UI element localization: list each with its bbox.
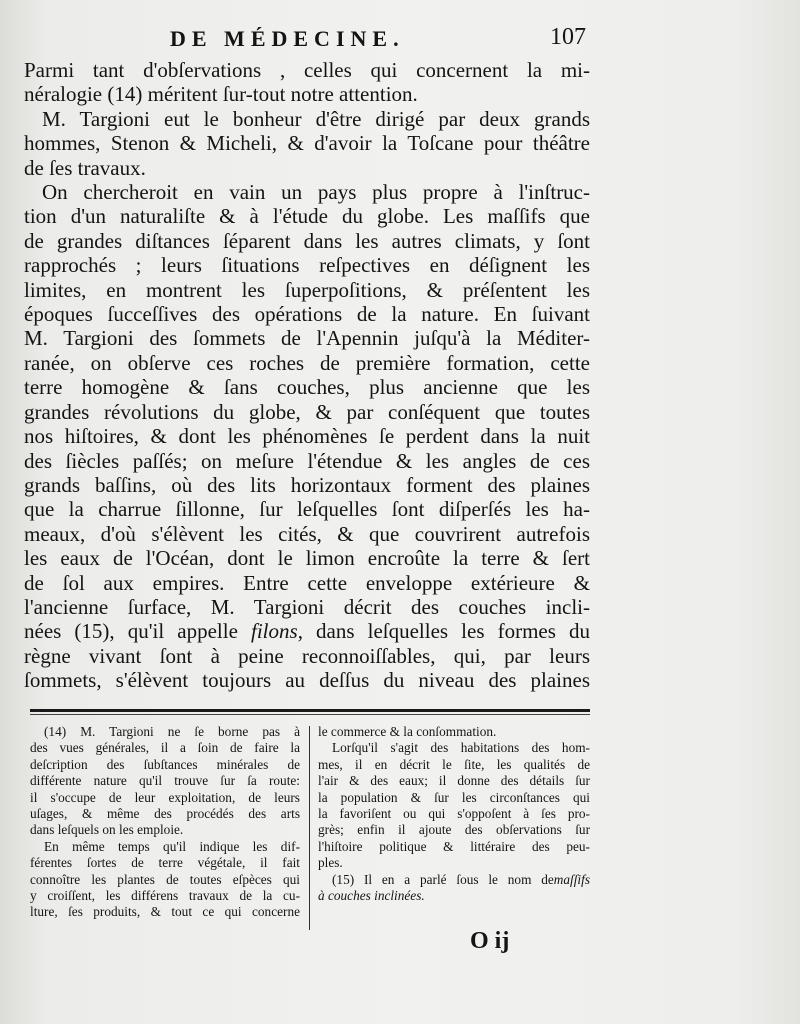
text-line: des ſiècles paſſés; on meſure l'étendue & les angles de ces: [24, 448, 590, 473]
footnote-line: deſcription des ſubſtances minérales de: [30, 756, 300, 772]
footnote-line: uſages, & même des procédés des arts: [30, 806, 300, 822]
footnote-line: la favoriſent ou qui s'oppoſent à ſes pro-: [318, 806, 590, 822]
text-line: terre homogène & ſans couches, plus ancienne que les: [24, 375, 590, 400]
footnote-line: l'hiſtoire politique & littéraire des peu-: [318, 838, 590, 854]
footnote-line: connoître les plantes de toutes eſpèces qui: [30, 871, 300, 887]
footnotes-right-column: [318, 724, 590, 904]
footnote-line: il s'occupe de leur exploitation, de leurs: [30, 789, 300, 805]
text-line: hommes, Stenon & Micheli, & d'avoir la Toſcane pour théâtre: [24, 131, 590, 156]
text-line: limites, en montrent les ſuperpoſitions, & préſentent les: [24, 277, 590, 302]
text-line: Parmi tant d'obſervations , celles qui concernent la mi-: [24, 58, 590, 82]
text-segment: nées (15), qu'il appelle: [24, 619, 238, 644]
text-line: de ſes travaux.: [24, 155, 146, 180]
text-line: On chercheroit en vain un pays plus propre à l'inſtruc-: [42, 180, 590, 205]
text-line: grands baſſins, où des lits horizontaux forment des plaines: [24, 472, 590, 497]
footnote-line: l'air & des eaux; il donne des détails ſur: [318, 773, 590, 789]
footnote-15-line: [318, 872, 590, 888]
footnotes-left-column: [30, 724, 300, 921]
text-line: de ſol aux empires. Entre cette enveloppe extérieure &: [24, 570, 590, 595]
page-number: 107: [550, 24, 586, 50]
footnote-line: y croiſſent, les différens travaux de la cu-: [30, 888, 300, 904]
text-line-with-italic: [24, 619, 590, 643]
footnote-line: grès; enfin il ajoute des obſervations ſur: [318, 822, 590, 838]
text-line: M. Targioni des ſommets de l'Apennin juſqu'à la Méditer-: [24, 326, 590, 351]
running-title: DE MÉDECINE.: [170, 26, 405, 51]
signature-mark: O ij: [470, 928, 510, 954]
text-line: règne vivant ſont à peine reconnoiſſables, qui, par leurs: [24, 643, 590, 668]
text-line: grandes révolutions du globe, & par conſéquent que toutes: [24, 399, 590, 424]
main-text: [24, 58, 590, 693]
footnote-rule: [30, 709, 590, 712]
footnote-line: différente nature qu'il trouve ſur ſa route:: [30, 773, 300, 789]
text-line: époques ſucceſſives des opérations de la nature. En ſuivant: [24, 302, 590, 327]
footnote-column-divider: [309, 726, 310, 930]
footnote-rule-thin: [30, 714, 590, 715]
text-line: tion d'un naturaliſte & à l'étude du globe. Les maſſifs que: [24, 204, 590, 229]
italic-term: filons: [251, 619, 298, 644]
text-line: M. Targioni eut le bonheur d'être dirigé par deux grands: [42, 106, 590, 131]
text-line: nos hiſtoires, & dont les phénomènes ſe perdent dans la nuit: [24, 424, 590, 449]
footnote-15-prefix: (15) Il en a parlé ſous le nom de: [332, 871, 554, 887]
footnote-15-italic-line: à couches inclinées.: [318, 888, 425, 904]
footnote-line: des vues générales, il a ſoin de faire la: [30, 740, 300, 756]
footnote-line: la population & ſur les circonſtances qui: [318, 789, 590, 805]
footnote-line: Lorſqu'il s'agit des habitations des hom-: [332, 740, 590, 756]
text-line: meaux, d'où s'élèvent les cités, & que couvrirent autrefois: [24, 521, 590, 546]
text-line: de grandes diſtances ſéparent dans les autres climats, y ſont: [24, 228, 590, 253]
text-line: l'ancienne ſurface, M. Targioni décrit des couches incli-: [24, 594, 590, 619]
footnote-line: (14) M. Targioni ne ſe borne pas à: [44, 724, 300, 739]
footnote-15-italic: maſſifs: [553, 871, 590, 887]
footnote-line: mes, il en décrit le ſite, les qualités de: [318, 756, 590, 772]
footnote-line: En même temps qu'il indique les dif-: [44, 838, 300, 854]
text-segment: , dans leſquelles les formes du: [297, 619, 590, 644]
footnote-line: férentes ſortes de terre végétale, il fait: [30, 855, 300, 871]
text-line: les eaux de l'Océan, dont le limon encroûte la terre & ſert: [24, 546, 590, 571]
text-line: ſommets, s'élèvent toujours au deſſus du niveau des plaines: [24, 668, 590, 693]
footnote-line: dans leſquels on les emploie.: [30, 822, 184, 838]
text-line: néralogie (14) méritent ſur-tout notre attention.: [24, 82, 418, 107]
footnote-line: ples.: [318, 855, 343, 871]
footnote-line: le commerce & la conſommation.: [318, 724, 497, 739]
text-line: ranée, on obſerve ces roches de première formation, cette: [24, 350, 590, 375]
text-line: rapprochés ; leurs ſituations reſpectives en déſignent les: [24, 253, 590, 278]
text-line: que la charrue ſillonne, ſur leſquelles ſont diſperſés les ha-: [24, 497, 590, 522]
running-head: [170, 24, 600, 56]
footnote-line: lture, ſes produits, & tout ce qui concerne: [30, 904, 300, 920]
